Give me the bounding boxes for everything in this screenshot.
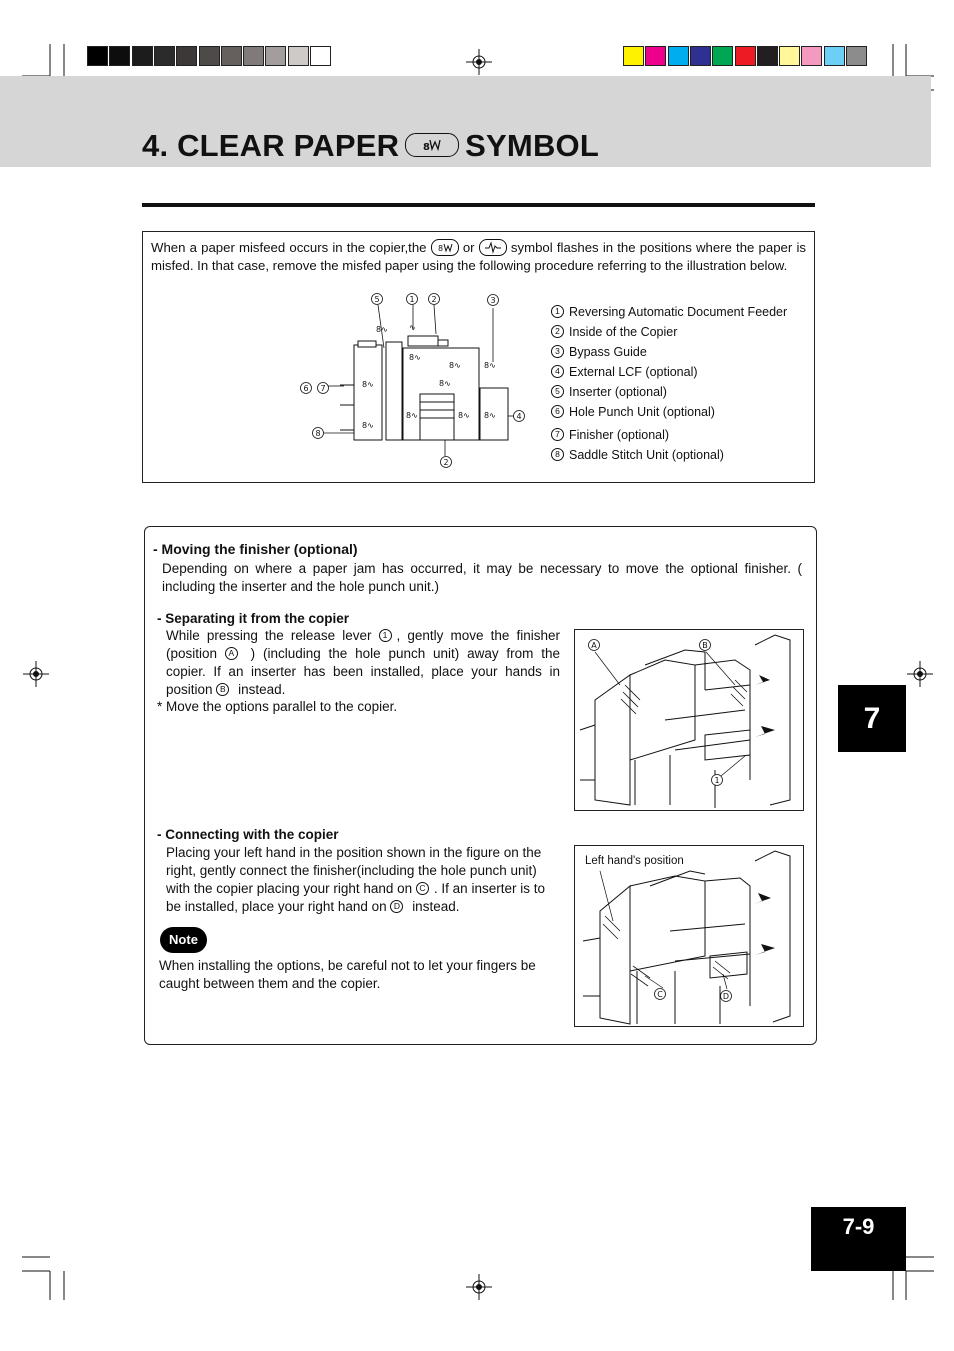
color-swatch: [735, 46, 756, 66]
finisher-separation-illustration: [575, 630, 803, 810]
color-swatch: [801, 46, 822, 66]
finisher-connection-illustration: [575, 846, 803, 1026]
legend-item: [551, 343, 787, 363]
callout-2-bottom: 2: [443, 458, 449, 467]
color-swatch: [288, 46, 309, 66]
svg-text:8∿: 8∿: [362, 380, 374, 389]
connecting-text-3: instead.: [412, 899, 460, 914]
note-badge: Note: [160, 927, 207, 953]
color-swatch: [132, 46, 153, 66]
moving-body: Depending on where a paper jam has occurred, it may be necessary to move the optional finisher. ( including the inserter and the hole punch unit.): [162, 561, 802, 594]
callout-2: 2: [431, 295, 437, 304]
legend-item: [551, 303, 787, 323]
fig1-label-a: A: [591, 641, 597, 650]
legend-item: [551, 426, 787, 446]
legend-item: [551, 403, 787, 423]
fig1-label-1: 1: [714, 776, 720, 785]
legend-number: 6: [551, 405, 564, 418]
moving-heading: - Moving the finisher (optional): [153, 541, 358, 557]
position-d-marker: D: [390, 900, 403, 913]
diagram-legend: [551, 303, 787, 466]
svg-text:8∿: 8∿: [484, 361, 496, 370]
color-swatch: [623, 46, 644, 66]
legend-item: [551, 323, 787, 343]
legend-label: Inside of the Copier: [569, 325, 678, 339]
position-c-marker: C: [416, 882, 429, 895]
page-title: [142, 128, 599, 164]
color-swatch: [779, 46, 800, 66]
legend-number: 7: [551, 428, 564, 441]
intro-part2: or: [462, 240, 475, 255]
legend-number: 4: [551, 365, 564, 378]
intro-part3: symbol flashes in the positions where the paper is misfed. In that case, remove the misfed paper using the following procedure referring to the illustration below.: [151, 240, 806, 274]
callout-1: 1: [409, 295, 415, 304]
color-swatch: [87, 46, 108, 66]
svg-text:8∿: 8∿: [458, 411, 470, 420]
jam-marker: 8∿: [376, 325, 388, 334]
connecting-body: [166, 844, 562, 916]
color-swatch: [154, 46, 175, 66]
copier-diagram: [296, 290, 532, 470]
legend-number: 1: [551, 305, 564, 318]
color-swatch: [109, 46, 130, 66]
color-swatch: [221, 46, 242, 66]
svg-text:∿: ∿: [409, 323, 416, 332]
legend-label: Saddle Stitch Unit (optional): [569, 448, 724, 462]
color-swatch: [846, 46, 867, 66]
color-swatch: [668, 46, 689, 66]
separating-note: * Move the options parallel to the copier.: [157, 699, 398, 714]
connecting-text-1: Placing your left hand in the position shown in the figure on the right, gently connect the finisher(including the hole punch unit) with the copier placing your right hand on: [166, 845, 542, 896]
paper-misfeed-icon: [431, 239, 459, 256]
fig2-label-d: D: [722, 992, 730, 1001]
fig2-label-c: C: [657, 990, 663, 999]
color-swatch: [243, 46, 264, 66]
separating-text-1: While pressing the release lever: [166, 628, 372, 643]
svg-text:8: 8: [437, 244, 443, 254]
connecting-text-2: . If an inserter is to be installed, place your right hand on: [166, 881, 545, 914]
callout-5: 5: [374, 295, 380, 304]
page-number: 7-9: [811, 1207, 906, 1271]
callout-7: 7: [320, 384, 326, 393]
svg-text:8∿: 8∿: [409, 353, 421, 362]
connecting-figure: [574, 845, 804, 1027]
separating-heading: - Separating it from the copier: [157, 611, 350, 626]
title-suffix: SYMBOL: [465, 128, 599, 163]
connecting-heading: - Connecting with the copier: [157, 827, 339, 842]
intro-part1: When a paper misfeed occurs in the copier,the: [151, 240, 427, 255]
callout-8: 8: [315, 429, 321, 438]
position-a-marker: A: [225, 647, 238, 660]
crosshair-right: [907, 661, 933, 687]
callout-6: 6: [303, 384, 309, 393]
separating-figure: [574, 629, 804, 811]
note-text: When installing the options, be careful not to let your fingers be caught between them and the copier.: [159, 958, 536, 991]
color-swatch: [199, 46, 220, 66]
chapter-tab: 7: [838, 685, 906, 752]
legend-number: 3: [551, 345, 564, 358]
legend-item: [551, 446, 787, 466]
callout-4: 4: [516, 412, 522, 421]
legend-item: [551, 363, 787, 383]
legend-number: 8: [551, 448, 564, 461]
legend-label: External LCF (optional): [569, 365, 698, 379]
separating-text-2: , gently move the finisher (position: [166, 628, 560, 661]
legend-item: [551, 383, 787, 403]
separating-text-3: ) (including the hole punch unit) away from the copier. If an inserter has been installed, place your hands in position: [166, 646, 560, 697]
legend-number: 5: [551, 385, 564, 398]
svg-text:8: 8: [423, 141, 431, 153]
crosshair-bottom: [466, 1274, 492, 1300]
crosshair-left: [23, 661, 49, 687]
color-swatch: [757, 46, 778, 66]
legend-label: Finisher (optional): [569, 428, 670, 442]
svg-text:8∿: 8∿: [449, 361, 461, 370]
release-lever-marker: 1: [379, 629, 392, 642]
title-rule: [142, 203, 815, 207]
color-swatch: [690, 46, 711, 66]
color-swatch: [265, 46, 286, 66]
separating-text-4: instead.: [238, 682, 286, 697]
separating-body: [166, 627, 560, 699]
legend-label: Bypass Guide: [569, 345, 647, 359]
color-swatch: [645, 46, 666, 66]
paper-misfeed-icon: [405, 133, 459, 157]
color-swatch: [712, 46, 733, 66]
position-b-marker: B: [216, 683, 229, 696]
svg-text:8∿: 8∿: [439, 379, 451, 388]
legend-label: Inserter (optional): [569, 385, 667, 399]
color-swatch: [824, 46, 845, 66]
color-swatch: [310, 46, 331, 66]
color-swatch: [176, 46, 197, 66]
legend-number: 2: [551, 325, 564, 338]
legend-label: Hole Punch Unit (optional): [569, 405, 715, 419]
svg-text:8∿: 8∿: [484, 411, 496, 420]
legend-label: Reversing Automatic Document Feeder: [569, 305, 788, 319]
title-prefix: 4. CLEAR PAPER: [142, 128, 400, 163]
misfeed-wave-icon: [479, 239, 507, 256]
crosshair-top: [466, 49, 492, 75]
svg-text:8∿: 8∿: [362, 421, 374, 430]
left-hand-caption: Left hand's position: [585, 855, 684, 867]
intro-text: [151, 239, 806, 275]
svg-text:8∿: 8∿: [406, 411, 418, 420]
callout-3: 3: [490, 296, 496, 305]
fig1-label-b: B: [702, 641, 708, 650]
